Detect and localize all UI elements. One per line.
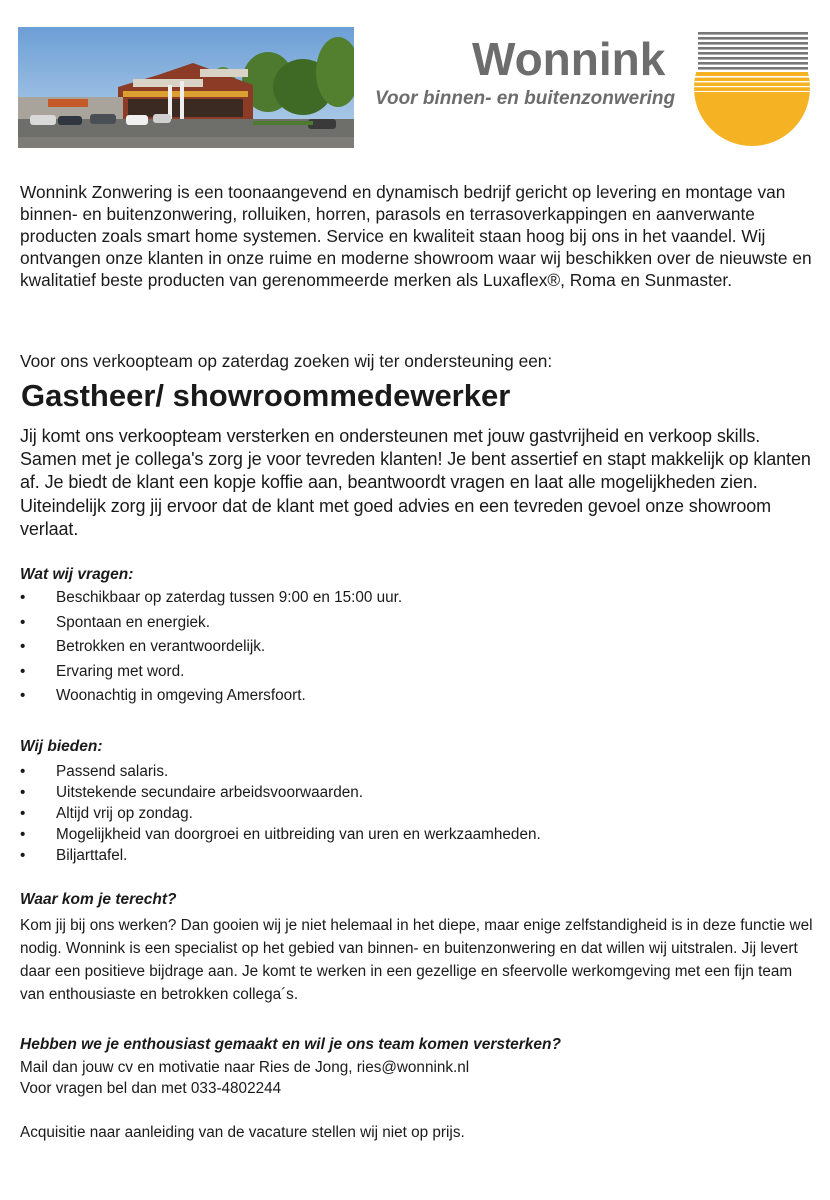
contact-mail: Mail dan jouw cv en motivatie naar Ries de Jong, ries@wonnink.nl — [20, 1059, 470, 1076]
logo-name: Wonnink — [472, 33, 666, 85]
offer-heading: Wij bieden: — [20, 738, 103, 755]
showroom-photo-image — [18, 27, 354, 148]
acquisition-note: Acquisitie naar aanleiding van de vacature stellen wij niet op prijs. — [20, 1124, 465, 1141]
company-logo — [372, 28, 822, 150]
contact-heading: Hebben we je enthousiast gemaakt en wil je ons team komen versterken? — [20, 1036, 561, 1053]
contact-phone: Voor vragen bel dan met 033-4802244 — [20, 1080, 282, 1097]
workplace-text: Kom jij bij ons werken? Dan gooien wij je niet helemaal in het diepe, maar enige zelfstandigheid is in deze functie wel nodig. Wonnink is een specialist op het gebied van binnen- en buitenzonwering en dat willen wij uitstralen. Jij levert daar een positieve bijdrage aan. Je komt te werken in een gezellige en sfeervolle werkomgeving met een fijn team van enthousiaste en betrokken collega´s. — [20, 917, 813, 1003]
showroom-photo — [18, 27, 354, 148]
company-intro: Wonnink Zonwering is een toonaangevend en dynamisch bedrijf gericht op levering en montage van binnen- en buitenzonwering, rolluiken, horren, parasols en terrasoverkappingen en aanverwante producten zoals smart home systemen. Service en kwaliteit staan hoog bij ons in het vaandel. Wij ontvangen onze klanten in onze ruime en moderne showroom waar wij beschikken over de nieuwste en kwalitatief beste producten van gerenommeerde merken als Luxaflex®, Roma en Sunmaster. — [20, 182, 812, 290]
vacancy-lead: Voor ons verkoopteam op zaterdag zoeken wij ter ondersteuning een: — [20, 351, 553, 371]
workplace-heading: Waar kom je terecht? — [20, 891, 177, 908]
requirements-heading: Wat wij vragen: — [20, 566, 134, 583]
logo-tagline: Voor binnen- en buitenzonwering — [375, 88, 676, 109]
job-title: Gastheer/ showroommedewerker — [21, 378, 511, 413]
sun-stripes-icon — [690, 28, 814, 150]
job-description: Jij komt ons verkoopteam versterken en ondersteunen met jouw gastvrijheid en verkoop skills. Samen met je collega's zorg je voor tevreden klanten! Je bent assertief en stapt makkelijk op klanten af. Je biedt de klant een kopje koffie aan, beantwoordt vragen en laat alle mogelijkheden zien. Uiteindelijk zorg jij ervoor dat de klant met goed advies en een tevreden gevoel onze showroom verlaat. — [20, 426, 811, 539]
